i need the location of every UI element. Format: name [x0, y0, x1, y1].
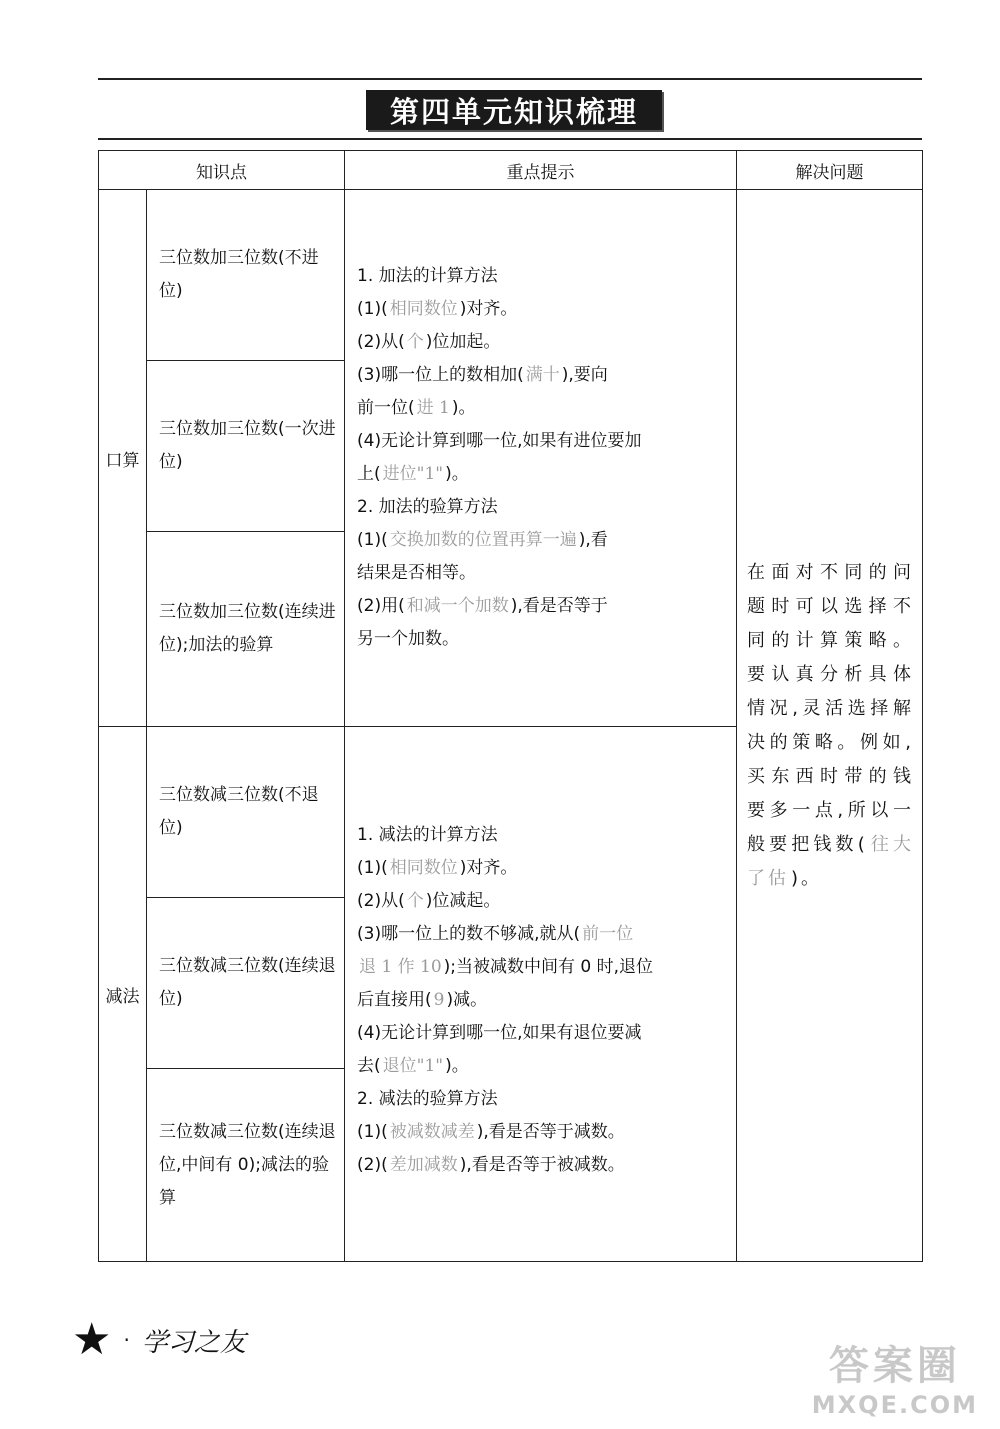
tip-line: (2)( 差加减数 ),看是否等于被减数。 [357, 1155, 625, 1175]
answer-fill: 满十 [525, 365, 560, 385]
tips-subtraction [345, 727, 737, 1262]
tip-line: 退 1 作 10 );当被减数中间有 0 时,退位 [359, 957, 654, 977]
answer-fill: 和减一个加数 [406, 596, 509, 616]
tip-line: (4)无论计算到哪一位,如果有退位要减 [357, 1023, 642, 1043]
page-title: 第四单元知识梳理 [366, 90, 662, 130]
tip-line: (1)( 相同数位 )对齐。 [357, 299, 518, 319]
answer-fill: 进 1 [416, 398, 450, 418]
topic-add-1: 三位数加三位数(不进位) [147, 190, 345, 361]
answer-fill: 退 1 作 10 [359, 957, 442, 977]
watermark [812, 1334, 978, 1419]
tip-line: 1. 减法的计算方法 [357, 825, 498, 845]
answer-fill: 前一位 [582, 924, 634, 944]
star-icon: ★ [72, 1314, 112, 1365]
watermark-logo: 答案圈 [828, 1343, 961, 1389]
tip-line: (3)哪一位上的数不够减,就从( 前一位 [357, 924, 634, 944]
topic-sub-1: 三位数减三位数(不退位) [147, 727, 345, 898]
answer-fill: 相同数位 [389, 858, 458, 878]
watermark-url: MXQE.COM [811, 1391, 978, 1419]
tip-line: 结果是否相等。 [357, 563, 476, 583]
category-addition: 口算 [99, 190, 147, 727]
category-subtraction: 减法 [99, 727, 147, 1262]
tip-line: (4)无论计算到哪一位,如果有进位要加 [357, 431, 642, 451]
tip-line: (3)哪一位上的数相加( 满十 ),要向 [357, 365, 608, 385]
tip-line: (2)从( 个 )位加起。 [357, 332, 501, 352]
solve-cell: 在面对不同的问题时可以选择不同的计算策略。要认真分析具体情况,灵活选择解决的策略。例如,买东西时带的钱要多一点,所以一般要把钱数( 往大了估 )。 [737, 190, 923, 1262]
topic-sub-2: 三位数减三位数(连续退位) [147, 898, 345, 1069]
header-tips: 重点提示 [345, 151, 737, 190]
top-rule-upper [98, 78, 922, 80]
tip-line: (1)( 相同数位 )对齐。 [357, 858, 518, 878]
answer-fill: 个 [406, 332, 424, 352]
tip-line: 前一位( 进 1 )。 [357, 398, 476, 418]
footer-dot: · [123, 1328, 130, 1352]
answer-fill: 相同数位 [389, 299, 458, 319]
answer-fill: 个 [406, 891, 424, 911]
tip-line: 2. 减法的验算方法 [357, 1089, 498, 1109]
topic-add-3: 三位数加三位数(连续进位);加法的验算 [147, 532, 345, 727]
solve-text: 在面对不同的问题时可以选择不同的计算策略。要认真分析具体情况,灵活选择解决的策略。例如,买东西时带的钱要多一点,所以一般要把钱数 [747, 561, 914, 855]
tips-addition [345, 190, 737, 727]
answer-fill: 退位"1" [382, 1056, 444, 1076]
tip-line: (1)( 交换加数的位置再算一遍 ),看 [357, 530, 608, 550]
answer-fill: 交换加数的位置再算一遍 [389, 530, 577, 550]
tip-line: 上( 进位"1" )。 [357, 464, 469, 484]
tip-line: 后直接用( 9 )减。 [357, 990, 488, 1010]
tip-line: 1. 加法的计算方法 [357, 266, 498, 286]
knowledge-table [98, 150, 923, 1262]
tip-line: 去( 退位"1" )。 [357, 1056, 469, 1076]
brand-name: 学习之友 [141, 1327, 246, 1358]
tip-line: (2)从( 个 )位减起。 [357, 891, 501, 911]
answer-fill: 9 [433, 990, 445, 1010]
tip-line: 另一个加数。 [357, 629, 459, 649]
tip-line: 2. 加法的验算方法 [357, 497, 498, 517]
topic-add-2: 三位数加三位数(一次进位) [147, 361, 345, 532]
header-knowledge: 知识点 [99, 151, 345, 190]
answer-fill: 差加减数 [389, 1155, 458, 1175]
tip-line: (1)( 被减数减差 ),看是否等于减数。 [357, 1122, 625, 1142]
answer-fill: 往大了估 [747, 833, 915, 889]
answer-fill: 被减数减差 [389, 1122, 475, 1142]
header-solve: 解决问题 [737, 151, 923, 190]
tip-line: (2)用( 和减一个加数 ),看是否等于 [357, 596, 608, 616]
page-footer [72, 1314, 246, 1365]
top-rule-lower [98, 138, 922, 140]
answer-fill: 进位"1" [382, 464, 444, 484]
topic-sub-3: 三位数减三位数(连续退位,中间有 0);减法的验算 [147, 1069, 345, 1262]
